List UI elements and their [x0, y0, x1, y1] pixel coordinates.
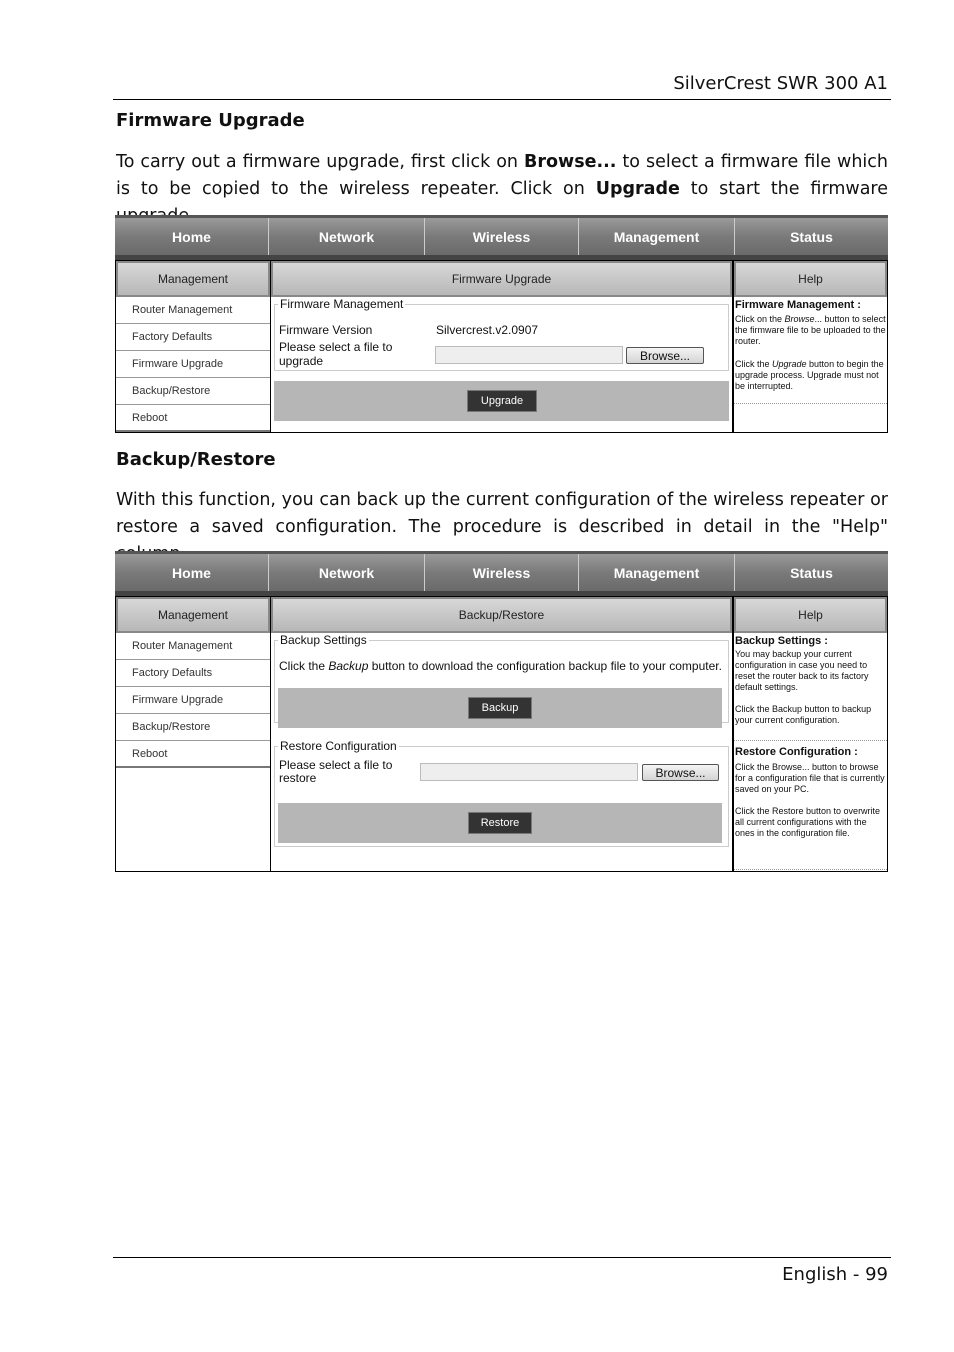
- top-nav: [115, 215, 888, 255]
- help-head: Help: [734, 261, 887, 297]
- help-panel: [733, 260, 888, 433]
- nav-home[interactable]: Home: [115, 554, 269, 591]
- help-text-part: Click on the: [735, 314, 785, 324]
- browse-button[interactable]: Browse...: [642, 764, 719, 781]
- help-text: Click the Browse... button to browse for a configuration file that is currently saved on your PC.: [735, 762, 885, 794]
- sidebar-item-router-management[interactable]: Router Management: [116, 633, 270, 660]
- firmware-management-fieldset: [274, 297, 729, 371]
- backup-description: [279, 659, 722, 673]
- help-head: Help: [734, 597, 887, 633]
- nav-wireless[interactable]: Wireless: [425, 554, 579, 591]
- sidebar: [115, 596, 271, 872]
- help-text: Click the Backup button to backup your current configuration.: [735, 704, 872, 725]
- main-panel: [271, 596, 733, 872]
- nav-network[interactable]: Network: [269, 218, 425, 255]
- sidebar-item-backup-restore[interactable]: Backup/Restore: [116, 714, 270, 741]
- help-text-part: Click the: [735, 359, 773, 369]
- sidebar-head: Management: [116, 597, 270, 633]
- help-block-backup: [734, 635, 887, 741]
- sidebar-item-firmware-upgrade[interactable]: Firmware Upgrade: [116, 687, 270, 714]
- restore-file-input[interactable]: [420, 763, 638, 781]
- section-heading-backup-restore: Backup/Restore: [116, 449, 276, 470]
- backup-text-part: button to download the configuration backup file to your computer.: [368, 659, 722, 673]
- help-text: You may backup your current configuration in case you need to reset the router back to its factory default settings.: [735, 649, 869, 692]
- header-rule: [113, 99, 891, 100]
- file-path-input[interactable]: [435, 346, 623, 364]
- fieldset-legend: Firmware Management: [280, 297, 404, 311]
- help-text: [734, 314, 887, 347]
- fieldset-legend: Backup Settings: [280, 633, 367, 647]
- main-head: Backup/Restore: [271, 597, 732, 633]
- backup-restore-screenshot: [115, 551, 888, 872]
- firmware-version-label: Firmware Version: [279, 323, 373, 337]
- help-title: Restore Configuration :: [735, 746, 858, 758]
- restore-select-label: Please select a file to restore: [279, 758, 393, 785]
- nav-status[interactable]: Status: [790, 564, 833, 581]
- section-heading-firmware-upgrade: Firmware Upgrade: [116, 110, 305, 131]
- sidebar-head: Management: [116, 261, 270, 297]
- sidebar-item-backup-restore[interactable]: Backup/Restore: [116, 378, 270, 405]
- sidebar-item-factory-defaults[interactable]: Factory Defaults: [116, 324, 270, 351]
- sidebar-item-factory-defaults[interactable]: Factory Defaults: [116, 660, 270, 687]
- nav-management[interactable]: Management: [579, 554, 735, 591]
- nav-wireless[interactable]: Wireless: [425, 218, 579, 255]
- page-number: English - 99: [782, 1264, 888, 1285]
- sidebar: [115, 260, 271, 433]
- help-text-part: button to begin the upgrade process. Upgrade must not be interrupted.: [735, 359, 884, 391]
- help-block: [734, 299, 887, 404]
- para-text: to select a firmware file which is to be copied to the wireless repeater. Click on: [116, 152, 888, 199]
- nav-network[interactable]: Network: [269, 554, 425, 591]
- para-text: To carry out a firmware upgrade, first click on: [116, 152, 525, 172]
- backup-text-italic: Backup: [328, 659, 369, 673]
- help-text-part: ... button to select the firmware file to be uploaded to the router.: [735, 314, 886, 346]
- help-text: [734, 359, 887, 392]
- browse-button[interactable]: Browse...: [626, 347, 704, 364]
- help-text-italic: Browse: [784, 314, 815, 324]
- help-panel: [733, 596, 888, 872]
- footer-rule: [113, 1257, 891, 1258]
- restore-configuration-fieldset: [274, 739, 729, 847]
- backup-settings-fieldset: [274, 633, 729, 723]
- select-file-label: Please select a file to upgrade: [279, 340, 393, 368]
- help-text: Click the Restore button to overwrite all current configurations with the ones in the configuration file.: [735, 806, 881, 838]
- nav-home[interactable]: Home: [115, 218, 269, 255]
- sidebar-item-router-management[interactable]: Router Management: [116, 297, 270, 324]
- document-header-title: SilverCrest SWR 300 A1: [673, 73, 888, 94]
- sidebar-item-firmware-upgrade[interactable]: Firmware Upgrade: [116, 351, 270, 378]
- backup-restore-paragraph: With this function, you can back up the current configuration of the wireless repeater or restore a saved configuration. The procedure is described in detail in the "Help": [116, 490, 888, 537]
- backup-button[interactable]: Backup: [468, 697, 532, 719]
- help-text-italic: Upgrade: [772, 359, 807, 369]
- help-block-restore: [734, 746, 887, 870]
- para-bold-upgrade: Upgrade: [595, 179, 680, 199]
- sidebar-item-reboot[interactable]: Reboot: [116, 405, 270, 432]
- help-title: Backup Settings :: [735, 635, 828, 647]
- main-head: Firmware Upgrade: [271, 261, 732, 297]
- firmware-version-value: Silvercrest.v2.0907: [436, 323, 539, 337]
- para-text: to start the firmware: [690, 179, 888, 199]
- fieldset-legend: Restore Configuration: [280, 739, 397, 753]
- restore-button[interactable]: Restore: [468, 812, 532, 834]
- firmware-upgrade-screenshot: [115, 215, 888, 433]
- para-bold-browse: Browse...: [524, 152, 617, 172]
- help-title: Firmware Management :: [735, 299, 861, 311]
- upgrade-button[interactable]: Upgrade: [467, 390, 537, 412]
- sidebar-item-reboot[interactable]: Reboot: [116, 741, 270, 768]
- top-nav: [115, 551, 888, 591]
- nav-status[interactable]: Status: [790, 228, 833, 245]
- backup-text-part: Click the: [279, 659, 329, 673]
- nav-management[interactable]: Management: [579, 218, 735, 255]
- main-panel: [271, 260, 733, 433]
